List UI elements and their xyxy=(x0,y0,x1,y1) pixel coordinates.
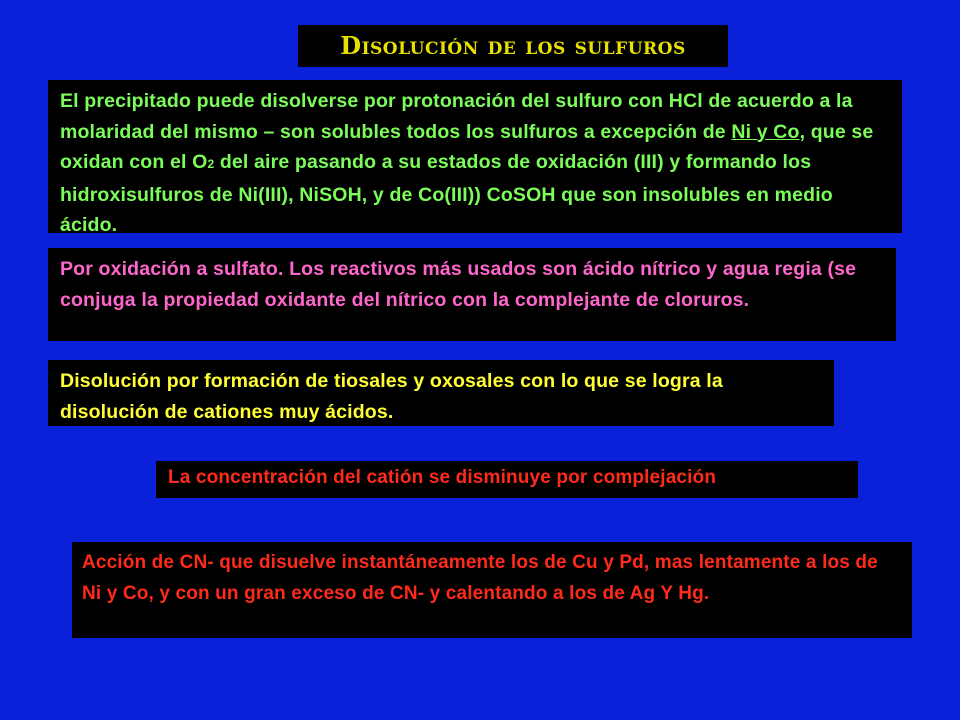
thiosalts-text: Disolución por formación de tiosales y oxosales con lo que se logra la disolución de cationes muy ácidos. xyxy=(60,370,723,423)
protonation-text-part1: El precipitado puede disolverse por protonación del sulfuro con HCl de acuerdo a la molaridad del mismo – son solubles todos los sulfuros a excepción de xyxy=(60,90,853,143)
text-box-oxidation xyxy=(48,248,896,341)
complexation-text: La concentración del catión se disminuye por complejación xyxy=(168,467,717,488)
protonation-text-part2: , que se oxidan con el O xyxy=(60,120,874,173)
oxygen-subscript: 2 xyxy=(207,157,215,171)
text-box-thiosalts xyxy=(48,360,834,426)
text-box-protonation xyxy=(48,80,902,236)
oxidation-text: Por oxidación a sulfato. Los reactivos más usados son ácido nítrico y agua regia (se conjuga la propiedad oxidante del nítrico con la complejante de cloruros. xyxy=(60,258,857,311)
protonation-text-part3: del aire pasando a su estados de oxidación (III) y formando los hidroxisulfuros de Ni(III), NiSOH, y de Co(III)) CoSOH que son insolubles en medio ácido. xyxy=(60,151,833,236)
slide-title: Disolución de los sulfuros xyxy=(340,31,686,60)
title-box xyxy=(298,25,728,67)
cyanide-text: Acción de CN- que disuelve instantáneamente los de Cu y Pd, mas lentamente a los de Ni y Co, y con un gran exceso de CN- y calentando a los de Ag Y Hg. xyxy=(82,552,878,604)
ni-co-underlined: Ni y Co xyxy=(731,120,800,143)
text-box-complexation xyxy=(156,461,858,498)
text-box-cyanide xyxy=(72,542,912,638)
